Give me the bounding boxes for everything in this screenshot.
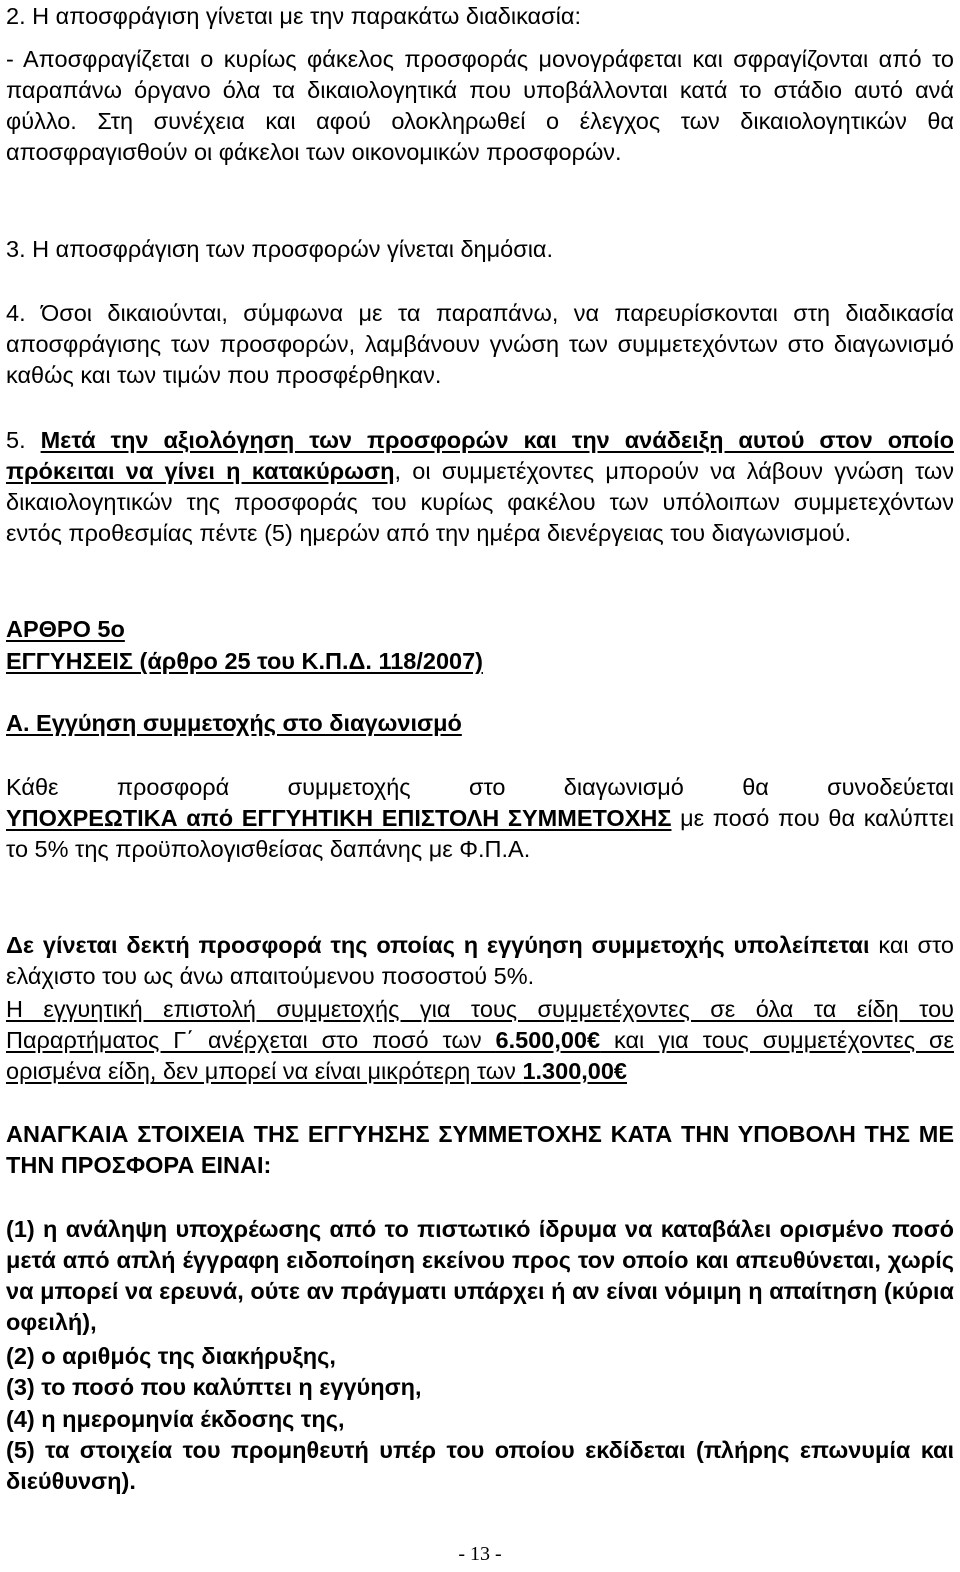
section-5-number: 5. <box>6 427 41 453</box>
guarantee-amount-some-items: 1.300,00€ <box>522 1058 627 1084</box>
section-5-rest: , οι συμμετέχοντες μπορούν να λάβουν γνώση των δικαιολογητικών της προσφοράς του κυρίως φακέλου των υπόλοιπων συμμετεχόντων εντός προθεσμίας πέντε (5) ημερών από την ημέρα διενέργειας του διαγωνισμού. <box>6 458 954 546</box>
required-item-4: (4) η ημερομηνία έκδοσης της, <box>6 1406 345 1432</box>
section-2-text: - Αποσφραγίζεται ο κυρίως φάκελος προσφοράς μονογράφεται και σφραγίζονται από το παραπάνω όργανο όλα τα δικαιολογητικά που υποβάλλονται κατά το στάδιο αυτό ανά φύλλο. Στη συνέχεια και αφού ολοκληρωθεί ο έλεγχος των δικαιολογητικών θα αποσφραγισθούν οι φάκελοι των οικονομικών προσφορών. <box>6 46 954 165</box>
section-a-p3-part1: Η εγγυητική επιστολή συμμετοχής για τους συμμετέχοντες σε όλα τα είδη του Παραρτήματος Γ΄ ανέρχεται στο ποσό των <box>6 996 954 1053</box>
section-a-p3-part2: και για τους συμμετέχοντες σε ορισμένα είδη, δεν μπορεί να είναι μικρότερη των <box>6 1027 954 1084</box>
section-a-p2 <box>6 930 954 992</box>
required-elements-heading: ΑΝΑΓΚΑΙΑ ΣΤΟΙΧΕΙΑ ΤΗΣ ΕΓΓΥΗΣΗΣ ΣΥΜΜΕΤΟΧΗΣ ΚΑΤΑ ΤΗΝ ΥΠΟΒΟΛΗ ΤΗΣ ΜΕ ΤΗΝ ΠΡΟΣΦΟΡΑ ΕΙΝΑΙ: <box>6 1121 954 1178</box>
section-a-p2-rest: και στο ελάχιστο του ως άνω απαιτούμενου ποσοστού 5%. <box>6 932 954 989</box>
section-5-bold-clause: Μετά την αξιολόγηση των προσφορών και την ανάδειξη αυτού στον οποίο πρόκειται να γίνει η κατακύρωση <box>6 427 954 484</box>
section-3-text: 3. Η αποσφράγιση των προσφορών γίνεται δημόσια. <box>6 236 554 262</box>
section-a-p1-line1: Κάθε προσφορά συμμετοχής στο διαγωνισμό θα συνοδεύεται <box>6 774 954 800</box>
section-5-text <box>6 425 954 549</box>
section-a-p1-continued <box>6 803 954 865</box>
required-item-5: (5) τα στοιχεία του προμηθευτή υπέρ του οποίου εκδίδεται (πλήρης επωνυμία και διεύθυνση). <box>6 1437 954 1494</box>
required-item-2: (2) ο αριθμός της διακήρυξης, <box>6 1343 336 1369</box>
section-a-title: Α. Εγγύηση συμμετοχής στο διαγωνισμό <box>6 710 462 736</box>
article-title: ΑΡΘΡΟ 5ο <box>6 616 125 642</box>
page-number: - 13 - <box>458 1543 502 1565</box>
section-2-title: 2. Η αποσφράγιση γίνεται με την παρακάτω διαδικασία: <box>6 3 581 29</box>
article-subtitle: ΕΓΓΥΗΣΕΙΣ (άρθρο 25 του Κ.Π.Δ. 118/2007) <box>6 648 483 674</box>
mandatory-guarantee-text: ΥΠΟΧΡΕΩΤΙΚΑ από ΕΓΓΥΗΤΙΚΗ ΕΠΙΣΤΟΛΗ ΣΥΜΜΕΤΟΧΗΣ <box>6 805 672 831</box>
section-a-p1-rest: με ποσό που θα καλύπτει το 5% της προϋπολογισθείσας δαπάνης με Φ.Π.Α. <box>6 805 954 862</box>
required-item-3: (3) το ποσό που καλύπτει η εγγύηση, <box>6 1374 422 1400</box>
section-a-p2-bold: Δε γίνεται δεκτή προσφορά της οποίας η εγγύηση συμμετοχής υπολείπεται <box>6 932 870 958</box>
required-item-1: (1) η ανάληψη υποχρέωσης από το πιστωτικό ίδρυμα να καταβάλει ορισμένο ποσό μετά από απλή έγγραφη ειδοποίηση εκείνου προς τον οποίο και απευθύνεται, χωρίς να μπορεί να ερευνά, ούτε αν πράγματι υπάρχει ή αν είναι νόμιμη η απαίτηση (κύρια οφειλή), <box>6 1216 954 1335</box>
guarantee-amount-all-items: 6.500,00€ <box>495 1027 601 1053</box>
section-4-text: 4. Όσοι δικαιούνται, σύμφωνα με τα παραπάνω, να παρευρίσκονται στη διαδικασία αποσφράγισης των προσφορών, λαμβάνουν γνώση των συμμετεχόντων στο διαγωνισμό καθώς και των τιμών που προσφέρθηκαν. <box>6 300 954 388</box>
section-a-p3 <box>6 994 954 1087</box>
